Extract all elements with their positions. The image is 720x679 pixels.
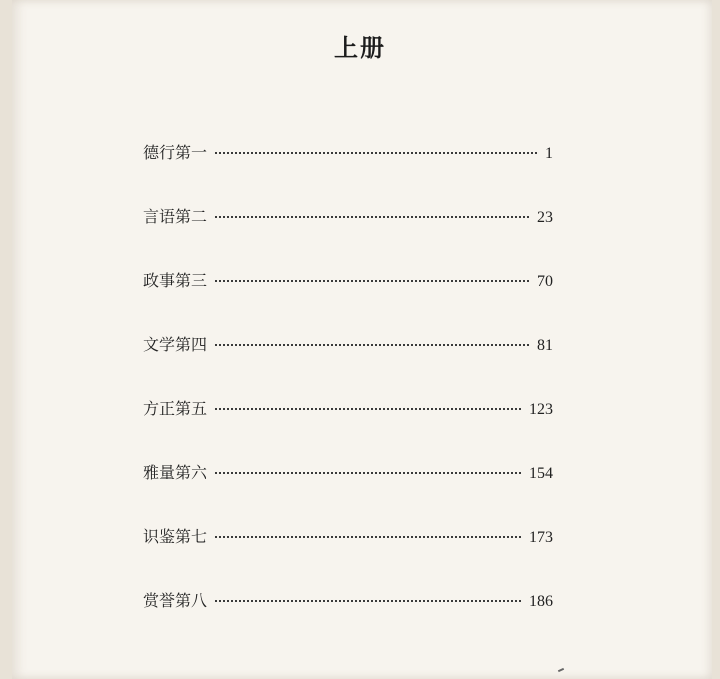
dot-leader (215, 472, 521, 474)
toc-entry-page: 23 (537, 209, 553, 226)
volume-title: 上册 (334, 33, 386, 62)
toc-entry-label: 德行第一 (143, 143, 208, 162)
page-corner-mark (558, 668, 564, 672)
toc-entry-label: 方正第五 (143, 399, 208, 418)
toc-entry-page: 81 (537, 337, 553, 354)
toc-entry-label: 言语第二 (143, 207, 208, 226)
dot-leader (215, 600, 521, 602)
dot-leader (215, 152, 537, 154)
toc-entry-label: 赏誉第八 (143, 591, 208, 610)
toc-entry-label: 文学第四 (143, 335, 208, 354)
table-of-contents (143, 140, 553, 652)
toc-entry-page: 123 (529, 401, 553, 418)
toc-entry (143, 460, 553, 524)
toc-entry-page: 186 (529, 593, 553, 610)
toc-entry-label: 识鉴第七 (143, 527, 208, 546)
dot-leader (215, 536, 521, 538)
toc-entry (143, 204, 553, 268)
dot-leader (215, 280, 529, 282)
toc-entry (143, 332, 553, 396)
toc-entry-page: 173 (529, 529, 553, 546)
toc-entry-page: 70 (537, 273, 553, 290)
toc-entry (143, 524, 553, 588)
toc-entry-page: 1 (545, 145, 553, 162)
toc-entry (143, 588, 553, 652)
toc-entry-label: 政事第三 (143, 271, 208, 290)
dot-leader (215, 408, 521, 410)
toc-entry-label: 雅量第六 (143, 463, 208, 482)
toc-entry (143, 268, 553, 332)
dot-leader (215, 216, 529, 218)
toc-entry (143, 396, 553, 460)
toc-entry (143, 140, 553, 204)
toc-entry-page: 154 (529, 465, 553, 482)
dot-leader (215, 344, 529, 346)
